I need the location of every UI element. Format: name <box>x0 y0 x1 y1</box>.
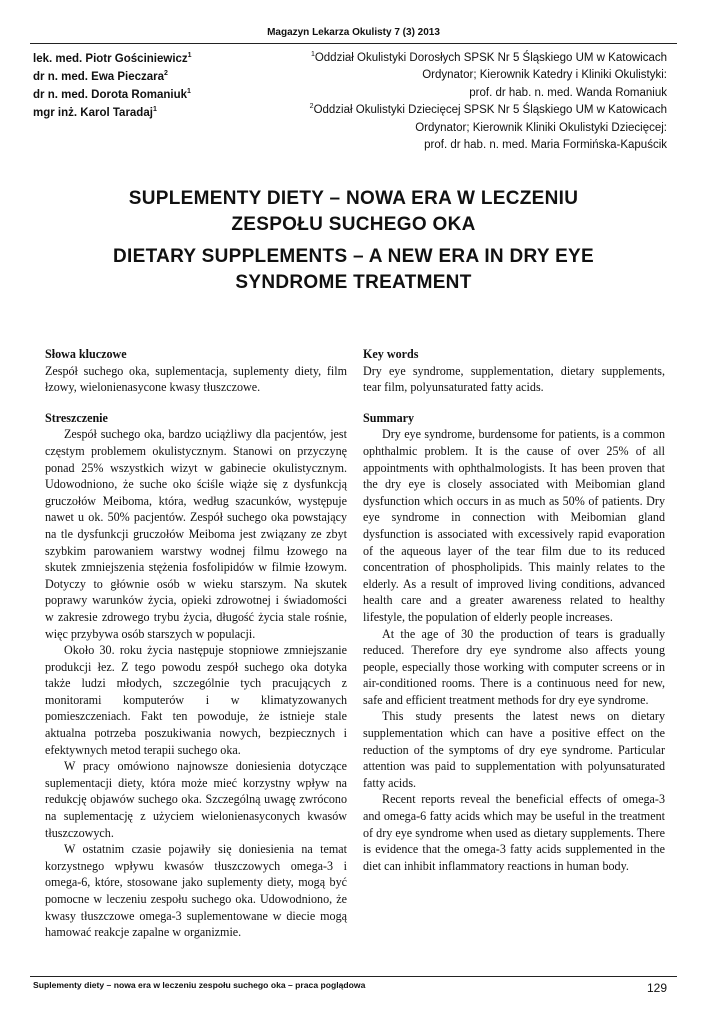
running-title: Suplementy diety – nowa era w leczeniu zespołu suchego oka – praca poglądowa <box>33 980 366 990</box>
left-column <box>45 346 347 941</box>
page-number: 129 <box>646 981 667 995</box>
keywords-pl: Zespół suchego oka, suplementacja, suplementy diety, film łzowy, wielonienasycone kwasy tłuszczowe. <box>45 363 347 395</box>
author: mgr inż. Karol Taradaj$^1$ <box>33 106 157 119</box>
affiliations <box>247 50 667 154</box>
affiliation-2-chief: prof. dr hab. n. med. Maria Formińska-Kapuścik <box>424 139 667 152</box>
author: lek. med. Piotr Gościniewicz$^1$ <box>33 52 192 65</box>
summary-paragraph: W ostatnim czasie pojawiły się doniesienia na temat korzystnego wpływu kwasów tłuszczowych omega-3 i omega-6, które, stosowane jako suplementy diety, mogą być pomocne w leczeniu zespołu suchego oka. Udowodniono, że kwasy tłuszczowe omega-3 suplementowane w diecie mogą hamować reakcje zapalne w organizmie. <box>45 842 347 940</box>
summary-paragraph: At the age of 30 the production of tears is gradually reduced. Therefore dry eye syndrome also affects young people, especially those working with computer screens or in air-conditioned rooms. There is a continuous need for new, safe and efficient treatment methods for dry eye syndrome. <box>363 626 665 707</box>
summary-paragraph: Około 30. roku życia następuje stopniowe zmniejszanie produkcji łez. Z tego powodu zespół suchego oka dotyka także ludzi młodych, szczególnie tych pracujących z monitorami komputerów i w klimatyzowanych pomieszczeniach. Fakt ten powoduje, że istnieje stale aktualna potrzeba poszukiwania nowych, bezpiecznych i efektywnych metod terapii suchego oka. <box>45 643 347 757</box>
right-column <box>363 346 665 874</box>
summary-paragraph: W pracy omówiono najnowsze doniesienia dotyczące suplementacji diety, która może mieć korzystny wpływ na redukcję objawów suchego oka. Szczególną uwagę zwrócono na suplementację z użyciem wielonienasyconych kwasów tłuszczowych. <box>45 759 347 840</box>
keywords-en: Dry eye syndrome, supplementation, dietary supplements, tear film, polyunsaturated fatty acids. <box>363 363 665 395</box>
affiliation-1-head: Ordynator; Kierownik Katedry i Kliniki Okulistyki: <box>422 69 667 82</box>
affiliation-1: $^1$Oddział Okulistyki Dorosłych SPSK Nr 5 Śląskiego UM w Katowicach <box>310 51 667 64</box>
summary-heading-en: Summary <box>363 410 415 425</box>
affiliation-2: $^2$Oddział Okulistyki Dziecięcej SPSK Nr 5 Śląskiego UM w Katowicach <box>309 103 667 117</box>
summary-paragraph: Dry eye syndrome, burdensome for patients, is a common ophthalmic problem. It is the cause of over 25% of all appointments with ophthalmologists. It has been proven that the dry eye is closely associated with Meibomian gland dysfunction which occurs in as much as 50% of patients. Dry eye syndrome in connection with Meibomian gland dysfunction is associated with excessively rapid evaporation of the aqueous layer of the tear film due to its reduced concentration of phospholipids. This mainly relates to the elderly. As a result of improved living conditions, advanced health care and a greater awareness related to healthy lifestyle, the population of elderly people increases. <box>363 427 665 624</box>
author-list <box>33 50 253 122</box>
summary-paragraph: Zespół suchego oka, bardzo uciążliwy dla pacjentów, jest częstym problemem okulistycznym. Stanowi on przyczynę ponad 25% wszystkich wizyt w gabinecie okulistycznym. Udowodniono, że suche oko ściśle wiąże się z dysfunkcją gruczołów Meiboma, która, według szacunków, występuje nawet u ok. 50% pacjentów. Zespół suchego oka powstający na tle dysfunkcji gruczołów Meiboma jest związany ze zbyt szybkim parowaniem warstwy wodnej filmu łzowego na skutek zmniejszenia stężenia fosfolipidów w filmie łzowym. Dotyczy to głównie osób w wieku starszym. Na skutek poprawy warunków życia, opieki zdrowotnej i świadomości w zakresie zdrowego trybu życia, długość życia stale rośnie, więc przybywa osób starszych w populacji. <box>45 427 347 641</box>
affiliation-1-chief: prof. dr hab. n. med. Wanda Romaniuk <box>469 86 667 99</box>
author: dr n. med. Ewa Pieczara$^2$ <box>33 70 168 83</box>
keywords-heading-en: Key words <box>363 347 419 361</box>
title-english: DIETARY SUPPLEMENTS – A NEW ERA IN DRY EYE SYNDROME TREATMENT <box>113 246 594 293</box>
summary-paragraph: Recent reports reveal the beneficial effects of omega-3 and omega-6 fatty acids which may be useful in the treatment of dry eye syndrome when used as dietary supplements. There is evidence that the omega-3 fatty acids supplemented in the diet can inhibit inflammatory reactions in human body. <box>363 792 665 873</box>
journal-header: Magazyn Lekarza Okulisty 7 (3) 2013 <box>267 27 440 38</box>
author: dr n. med. Dorota Romaniuk$^1$ <box>33 88 191 101</box>
keywords-heading-pl: Słowa kluczowe <box>45 347 127 361</box>
summary-heading-pl: Streszczenie <box>45 410 108 425</box>
footer-rule <box>30 976 677 977</box>
summary-paragraph: This study presents the latest news on dietary supplementation which can have a positive effect on the reduction of the symptoms of dry eye syndrome. Particular attention was paid to supplementation with polyunsaturated fatty acids. <box>363 709 665 790</box>
header-rule <box>30 43 677 44</box>
affiliation-2-head: Ordynator; Kierownik Kliniki Okulistyki Dziecięcej: <box>415 121 667 134</box>
title-polish: SUPLEMENTY DIETY – NOWA ERA W LECZENIU ZESPOŁU SUCHEGO OKA <box>128 188 579 235</box>
